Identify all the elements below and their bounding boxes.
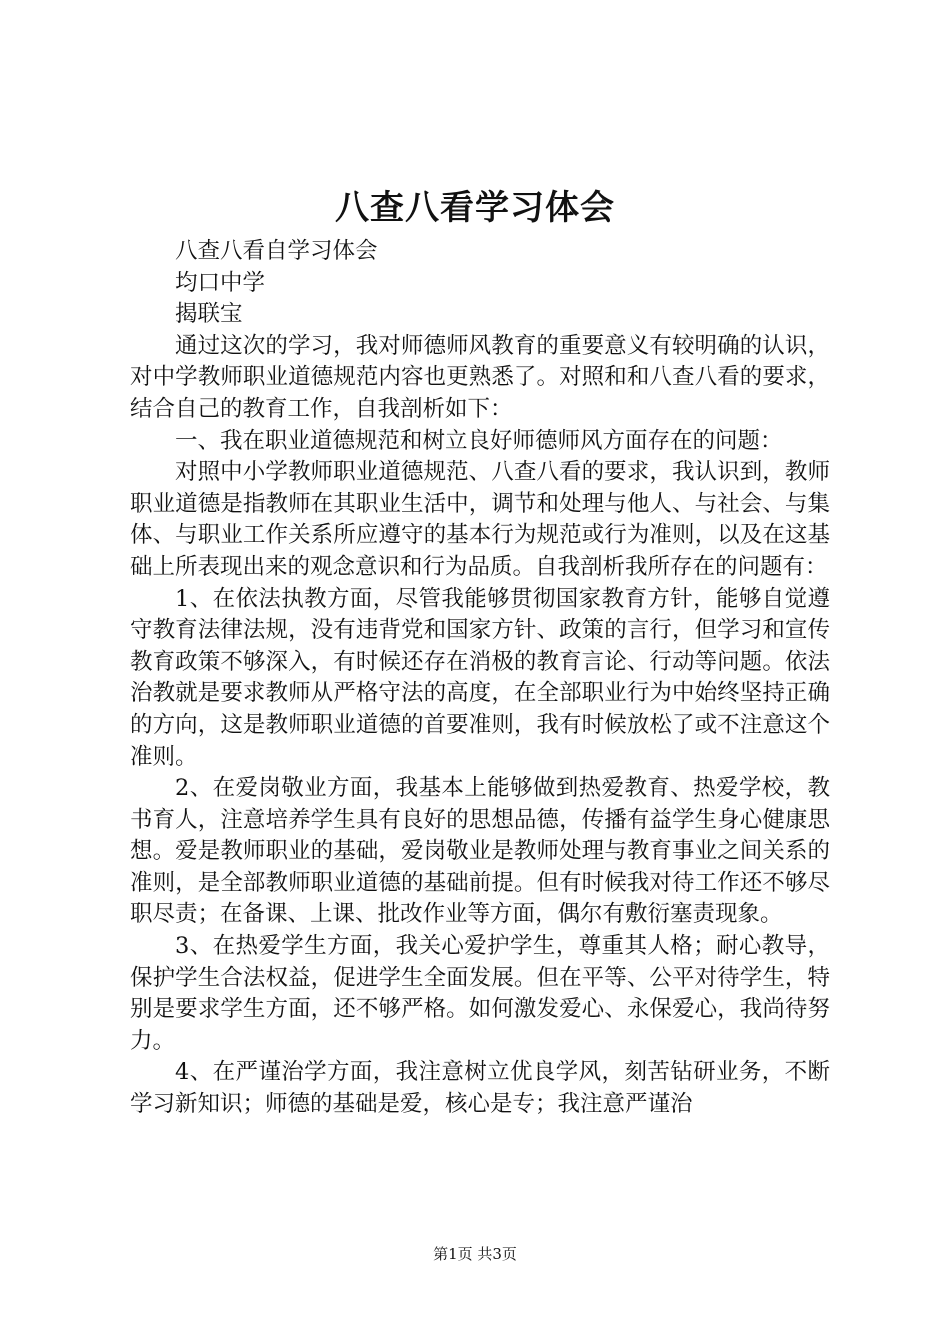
section-heading-paragraph: 一、我在职业道德规范和树立良好师德师风方面存在的问题： [175, 427, 783, 454]
body-paragraph-item-3: 3、在热爱学生方面，我关心爱护学生，尊重其人格；耐心教导，保护学生合法权益，促进学生全面发展。但在平等、公平对待学生，特别是要求学生方面，还不够严格。如何激发爱心、永保爱心，我尚待努力。 [130, 933, 830, 1054]
author-name-paragraph: 揭联宝 [175, 301, 243, 328]
document-title: 八查八看学习体会 [335, 188, 615, 228]
document-body [130, 236, 830, 1121]
body-paragraph-item-4: 4、在严谨治学方面，我注意树立优良学风，刻苦钻研业务，不断学习新知识；师德的基础是爱，核心是专；我注意严谨治 [130, 1059, 830, 1118]
body-paragraph: 对照中小学教师职业道德规范、八查八看的要求，我认识到，教师职业道德是指教师在其职业生活中，调节和处理与他人、与社会、与集体、与职业工作关系所应遵守的基本行为规范或行为准则，以及在这基础上所表现出来的观念意识和行为品质。自我剖析我所存在的问题有： [130, 459, 830, 580]
intro-paragraph: 通过这次的学习，我对师德师风教育的重要意义有较明确的认识，对中学教师职业道德规范内容也更熟悉了。对照和和八查八看的要求，结合自己的教育工作，自我剖析如下： [130, 332, 830, 422]
body-paragraph-item-2: 2、在爱岗敬业方面，我基本上能够做到热爱教育、热爱学校，教书育人，注意培养学生具有良好的思想品德，传播有益学生身心健康思想。爱是教师职业的基础，爱岗敬业是教师处理与教育事业之间关系的准则，是全部教师职业道德的基础前提。但有时候我对待工作还不够尽职尽责；在备课、上课、批改作业等方面，偶尔有敷衍塞责现象。 [130, 775, 830, 928]
page-footer: 第1页 共3页 [433, 1245, 517, 1263]
subtitle-paragraph: 八查八看自学习体会 [175, 238, 378, 264]
body-paragraph-item-1: 1、在依法执教方面，尽管我能够贯彻国家教育方针，能够自觉遵守教育法律法规，没有违背党和国家方针、政策的言行，但学习和宣传教育政策不够深入，有时候还存在消极的教育言论、行动等问题。依法治教就是要求教师从严格守法的高度，在全部职业行为中始终坚持正确的方向，这是教师职业道德的首要准则，我有时候放松了或不注意这个准则。 [130, 585, 830, 770]
school-name-paragraph: 均口中学 [175, 269, 266, 296]
